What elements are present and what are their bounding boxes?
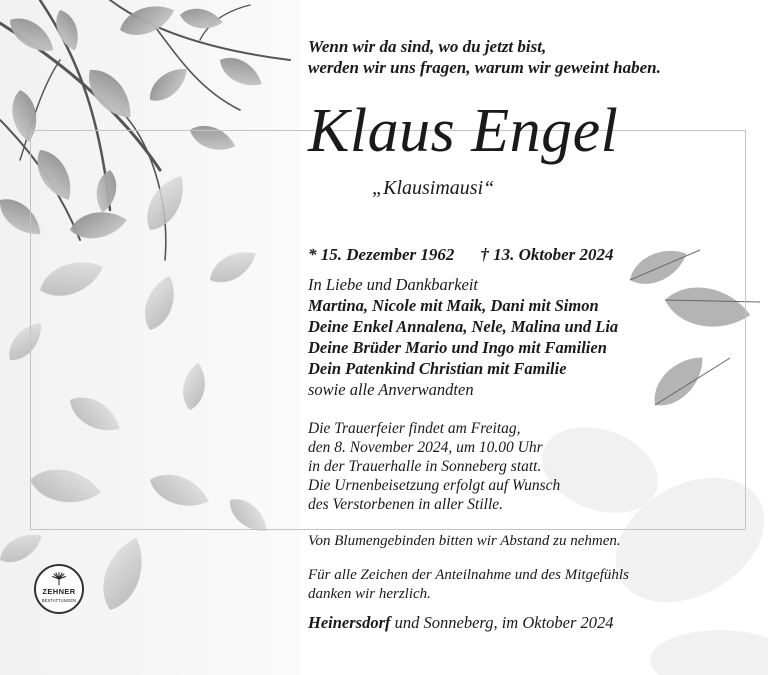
verse-line: Wenn wir da sind, wo du jetzt bist, — [308, 37, 547, 56]
flower-icon — [51, 572, 67, 586]
place-rest: und Sonneberg, im Oktober 2024 — [390, 613, 614, 632]
funeral-line: den 8. November 2024, um 10.00 Uhr — [308, 439, 543, 456]
logo-sub: BESTATTUNGEN — [41, 598, 77, 603]
funeral-line: Die Urnenbeisetzung erfolgt auf Wunsch — [308, 477, 561, 494]
flowers-note: Von Blumengebinden bitten wir Abstand zu nehmen. — [308, 533, 621, 549]
birth-date: * 15. Dezember 1962 — [308, 245, 455, 264]
thanks-note — [308, 566, 708, 604]
funeral-line: Die Trauerfeier findet am Freitag, — [308, 420, 521, 437]
funeral-line: in der Trauerhalle in Sonneberg statt. — [308, 458, 542, 475]
funeral-info — [308, 419, 668, 514]
mourner-line: Deine Brüder Mario und Ingo mit Familien — [308, 338, 607, 357]
funeral-line: des Verstorbenen in aller Stille. — [308, 496, 504, 513]
thanks-line: danken wir herzlich. — [308, 586, 431, 602]
death-date: † 13. Oktober 2024 — [480, 245, 614, 264]
mourners-outro: sowie alle Anverwandten — [308, 380, 474, 399]
mourner-line: Deine Enkel Annalena, Nele, Malina und Lia — [308, 317, 619, 336]
place-date — [308, 612, 614, 633]
mourners-intro: In Liebe und Dankbarkeit — [308, 275, 479, 294]
verse-line: werden wir uns fragen, warum wir geweint haben. — [308, 58, 661, 77]
funeral-home-logo — [34, 564, 84, 614]
place-town: Heinersdorf — [308, 613, 391, 632]
deceased-name: Klaus Engel — [308, 97, 619, 165]
logo-word: ZEHNER — [42, 587, 76, 596]
nickname: „Klausimausi“ — [372, 177, 495, 199]
mourners-block — [308, 274, 708, 400]
thanks-line: Für alle Zeichen der Anteilnahme und des Mitgefühls — [308, 567, 629, 583]
life-dates — [308, 244, 614, 266]
mourner-line: Dein Patenkind Christian mit Familie — [308, 359, 567, 378]
mourner-line: Martina, Nicole mit Maik, Dani mit Simon — [308, 296, 599, 315]
verse — [308, 36, 748, 78]
